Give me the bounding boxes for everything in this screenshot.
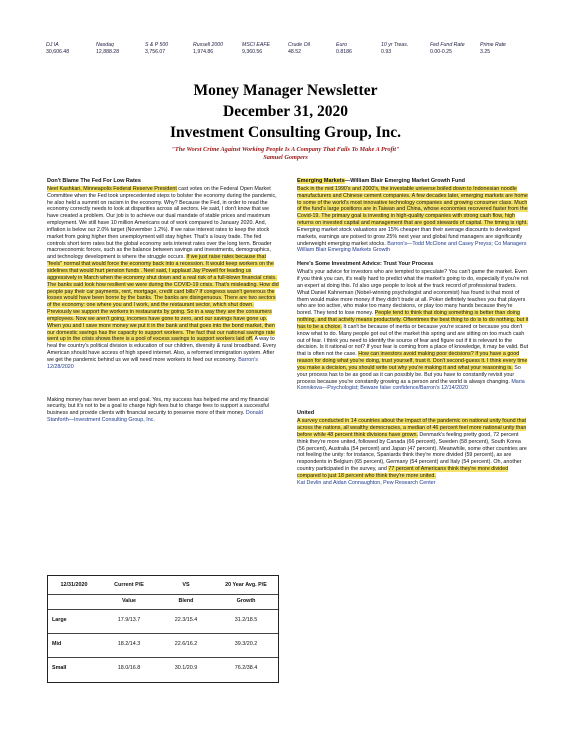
article-heading: United (297, 410, 315, 417)
ticker-item: DJ IA 30,606.48 (46, 42, 70, 55)
ticker-item: Prime Rate 3.25 (480, 42, 506, 55)
article-body: Making money has never been an end goal. Yes, my success has helped me and my financial security, but it's not to be a goal to charge high fees but to charge fees to support a successful business and provide clients with financial security to preserve more of their money. Donald Stanforth—Investment Consulting Group, Inc. (47, 396, 269, 424)
article-source: Kat Devlin and Aidan Connaughton, Pew Research Center (297, 479, 436, 486)
ticker-item: 10 yr Treas. 0.93 (381, 42, 409, 55)
ticker-item: MSCI EAFE 9,360.56 (242, 42, 270, 55)
article-source: Barron's 12/28/2020 (47, 356, 258, 370)
article-source: Barron's—Todd McClone and Casey Preyss; Co Managers William Blair Emerging Markets Growth (297, 240, 527, 254)
article-heading: Emerging Markets—William Blair Emerging Market Growth Fund (297, 178, 466, 184)
newsletter-title: Money Manager Newsletter (193, 82, 378, 99)
market-ticker (46, 42, 546, 64)
ticker-item: Nasdaq 12,888.28 (96, 42, 120, 55)
article-source: Maria Konnikova—Psychologist; Beware false confidence/Barron's 12/14/2020 (297, 378, 525, 392)
article-body: Neel Kashkari, Minneapolis Federal Reserve President cast votes on the Federal Open Market Committee when the Fed took unprecedented steps to bolster the economy during the pandemic, he also held a summit on racism in the economy. Why? Because the Fed, in order to read the economy correctly needs to look at disparities across all sectors. He said, I don't know that we have created a problem. Our job is to achieve our dual mandate of stable prices and maximum employment. We still have 10 million Americans out of work compared to January 2020. And, inflation is below our 2.0% target (November 1.2%). If we raise interest rates to keep the stock market from going higher then unemployment will stay higher. That's a lousy trade. The fed controls short term rates but the global economy sets interest rates over the long term. Broader macroeconomic forces, such as the balance between savings and investments, demographics, and technology development is where the struggle occurs. If we just raise rates because that "feels" normal that would force the economy back into a recession. It would keep workers on the sidelines that would hurt pension funds . Neel said, I applaud Jay Powell for leading us aggressively in March when the economy shut down and a real risk of a full-blown financial crisis. The banks said look how resilient we were during the COVID-19 crisis. That's misleading. How did people pay their car payments, rent, mortgage, credit card bills? If congress wasn't generous the losses would have been borne by the banks. The banks are disingenuous. There are two sectors of the economy: one where you and I work, and the restaurant sector, which shut down. Previously we support the workers in restaurants by going. So in a way they are the consumers employees. Now we aren't going, incomes have gone to zero, and our savings have gone up. When you and I save more money we put it in the bank and that goes into the bond market, then our domestic savings has the capacity to support workers. The fact that our national savings rate went up in the crisis shows there is a pool of excess savings to support workers laid off. A way to heal the country's political division is education of our children, diversity & rural broadband. Every American should have access of high speed internet. Also, a reformed immigration system. After we get the pandemic behind us we will need more workers to feed our economy. Barron's 12/28/2020 (47, 185, 279, 370)
ticker-item: Crude Oil 48.52 (288, 42, 310, 55)
company-name: Investment Consulting Group, Inc. (170, 124, 401, 141)
article-body: A survey conducted in 14 countries about the impact of the pandemic on national unity found that across the nations, all wealthy democracies, a median of 46 percent feel more national unity than before while 48 percent think divisions have grown. Denmark's feeling pretty good, 72 percent think they're more united, followed by Canada (66 percent), Sweden (58 percent), South Korea (56 percent), Australia (54 percent) and Japan (47 percent). Meanwhile, some other countries are not feeling the unity: for instance, Spaniards think they're more divided (59 percent), as are respondents in Belgium (65 percent), Germany (54 percent) and Italy (54 percent). Oh, another country participated in the survey, and 77 percent of Americans think they're more divided compared to just 18 percent who think they're more united. (297, 418, 527, 479)
article-heading: Here's Some Investment Advice: Trust Your Process (297, 261, 434, 268)
ticker-item: S & P 500 3,756.07 (145, 42, 169, 55)
masthead-quote (0, 146, 571, 162)
quote-text: "The Worst Crime Against Working People Is A Company That Fails To Make A Profit" (171, 146, 400, 153)
quote-author: Samuel Gompers (263, 154, 308, 161)
pe-ratio-table: 12/31/2020 Current P/E VS 20 Year Avg. P/E Value Blend Growth Large 17.9/13.7 22.3/15.4 31.2/18.5 Mid 18.2/14.3 22.6/16.2 39.3/20.2 Small 18.0/16.8 30.1/20.9 76.2/38.4 (47, 575, 279, 683)
left-column (47, 178, 279, 424)
article-body: What's your advice for investors who are tempted to speculate? You can't game the market. Even if you think you can, it's really hard to predict what the market's going to do, especially if you're not an expert at doing this. I'd also urge people to look at the track record of professional traders. What Daniel Kahneman (Nobel-winning psychologist and economist) has found is that most of them would make more money if they didn't trade at all. Poker definitely teaches you that players who are too active, who make too many decisions, or play too many hands because they're bored. They tend to lose money. People tend to think that doing something is better than doing nothing, and that activity means productivity. Oftentimes the best thing to do is to do nothing, but it has to be a choice. It can't be because of inertia or because you're scared or because you don't know what to do. Many people got out of the market this spring and are sitting on too much cash out of fear. I think you need to identify the source of fear and figure out if it is relevant to the decision. Is it rational or not? If your fear is coming from a place of knowledge, it may be valid. But that is often not the case. How can investors avoid making poor decisions? If you have a good reason for doing what you're doing, trust yourself, trust it. Don't second-guess it. I think every time you make a decision, you should write out why you're making it and what your reasoning is. So your process has to be as good as it can possibly be. But you have to constantly revisit your process because you're constantly growing as a person and the world is always changing. Maria Konnikova—Psychologist; Beware false confidence/Barron's 12/14/2020 (297, 269, 529, 392)
ticker-item: Fed Fund Rate 0.00-0.25 (430, 42, 465, 55)
ticker-item: Euro 0.8186 (336, 42, 352, 55)
article-source: Donald Stanforth—Investment Consulting Group, Inc. (47, 410, 263, 424)
article-heading: Don't Blame The Fed For Low Rates (47, 178, 141, 184)
newsletter-date: December 31, 2020 (223, 103, 348, 120)
ticker-item: Russell 2000 1,974.86 (193, 42, 223, 55)
right-column (297, 178, 529, 487)
article-body: Back in the mid 1990's and 2000's, the investable universe boiled down to Indonesian noodle manufacturers and Chinese cement companies. A few decades later, emerging markets are home to some of the world's most innovative technology companies and growing consumer class. Much of the fund's large positions are in Taiwan and China, whose economies recovered faster from the Covid-19. The primary goal is investing in high-quality companies with strong cash flow, high returns on invested capital and management that are good stewards of capital. The timing is right. Emerging market stock valuations are 15% cheaper than their average discounts to developed markets, earnings are poised to grow 25% next year and global fund managers are significantly underweight emerging market stocks. Barron's—Todd McClone and Casey Preyss; Co Managers William Blair Emerging Markets Growth (297, 185, 528, 254)
